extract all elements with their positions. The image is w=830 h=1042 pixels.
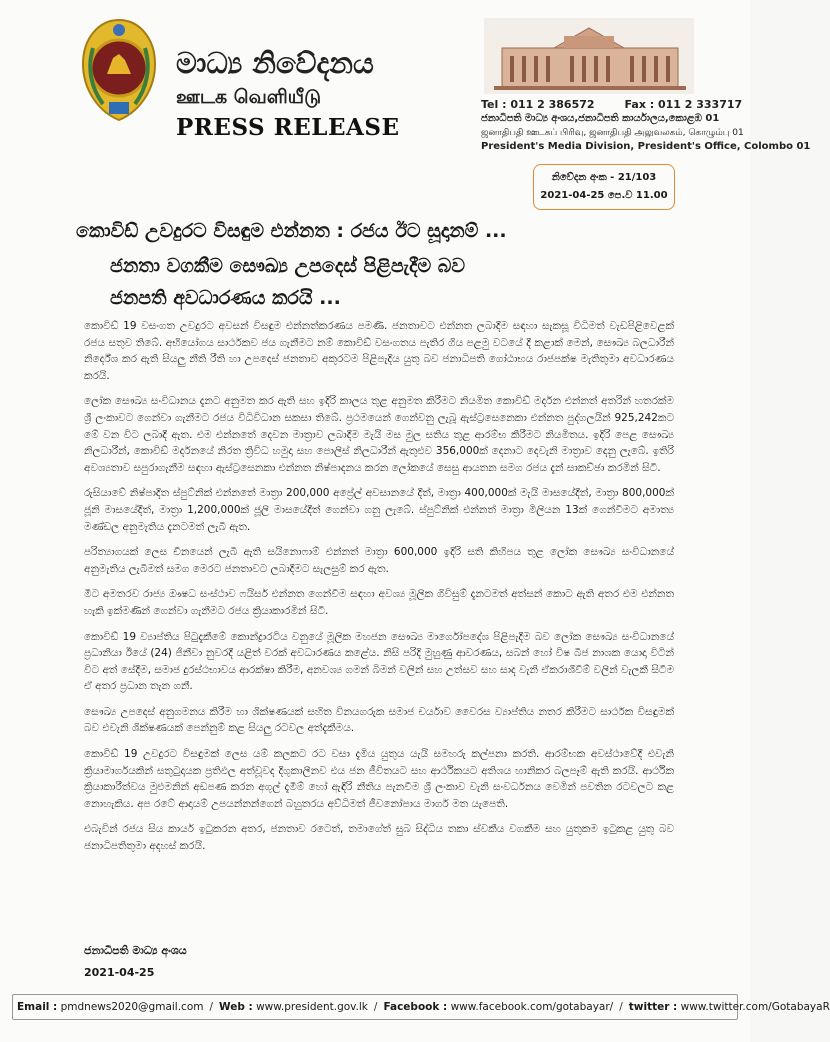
release-datetime: 2021-04-25 පෙ.ව 11.00	[540, 190, 668, 201]
body-paragraph: ලෝක සෞඛ්‍ය සංවිධානය දැනට අනුමත කර ඇති සහ ඉදිරි කාලය තුළ අනුමත කිරීමට නියමිත කොවිඩ් මර්දන එන්නත් අතරින් හතරක්ම ශ්‍රී ලංකාවට ගෙන්වා ගැනීමට රජය විධිවිධාන සකසා තිබේ. ප්‍රථමයෙන් ගෙන්වනු ලැබූ ඇස්ට්‍රසෙනෙකා එන්නත පුද්ගලයින් 925,242කට මේ වන විට ලබාදී ඇත. එම එන්නතේ දෙවන මාත්‍රාව ලබාදීම මැයි මස මුල සතිය තුළ ආරම්භ කිරීමට නියමිතය. ඉදිරි පෙළ සෞඛ්‍ය නිලධාරීන්, කොවිඩ් මර්දනයේ නිරත ත්‍රිවිධ හමුදා සහ පොලිස් නිලධාරීන් ඇතුළුව 356,000ක් දෙනාට දෙවැනි මාත්‍රාව දෙනු ලැබේ. ඉතිරි අවශ්‍යතාව සපුරාගැනීම සඳහා ඇස්ට්‍රසෙනකා එන්නත නිෂ්පාදනය කරන ලෝකයේ සෙසු ආයතන සමග රජය දැන් සාකච්ඡා කරමින් සිටී.	[84, 395, 674, 474]
signature-block	[84, 940, 187, 984]
press-release-body	[84, 318, 674, 864]
press-release-title-english: PRESS RELEASE	[176, 114, 400, 141]
body-paragraph: පරිත්‍යාගයක් ලෙස චීනයෙන් ලැබී ඇති සයිනොෆාම් එන්නත් මාත්‍රා 600,000 ඉදිරි සති කිහිපය තුළ ලෝක සෞඛ්‍ය සංවිධානයේ අනුමැතිය ලැබීමත් සමග මෙරට ජනතාවට ලබාදීමට සැලසුම් කර ඇත.	[84, 546, 674, 575]
footer-web	[219, 1001, 368, 1013]
division-sinhala: ජනාධිපති මාධ්‍ය අංශය,ජනාධිපති කාර්යාලය,කොළඹ 01	[481, 113, 720, 124]
headline-line-1: කොවිඩ් උවදුරට විසඳුම එන්නත : රජය ඊට සූදානම් ...	[76, 220, 507, 242]
press-release-title-sinhala: මාධ්‍ය නිවේදනය	[176, 46, 374, 80]
footer-separator: /	[209, 1001, 214, 1013]
footer-facebook	[383, 1001, 613, 1013]
contact-footer	[12, 994, 830, 1020]
web-link[interactable]: www.president.gov.lk	[256, 1001, 368, 1013]
body-paragraph: සෞඛ්‍ය උපදෙස් අනුගමනය කිරීම හා ශික්ෂණයක් සහිත විනයගරුක සමාජ චර්යාව වෛරස ව්‍යාප්තිය නතර කිරීමට සාර්ථක විසඳුමක් බව එවැනි ශික්ෂණයක් පෙන්නුම් කළ සියලු රටවල අත්දැකීමය.	[84, 705, 674, 735]
email-link[interactable]: pmdnews2020@gmail.com	[60, 1001, 204, 1013]
body-paragraph: රුසියාවේ නිෂ්පාදිත ස්පුට්නික් එන්නතේ මාත්‍රා 200,000 අප්‍රේල් අවසානයේ දීත්, මාත්‍රා 400,000ක් මැයි මාසයේදීත්, මාත්‍රා 800,000ක් ජූනි මාසයේදීත්, මාත්‍රා 1,200,000ක් ජූලි මාසයේදීත් ගෙන්වා ගනු ලැබේ. ස්පුට්නික් එන්නත් මාත්‍රා මිලියන 13ක් ගෙන්වීමට අමාත්‍ය මණ්ඩල අනුමැතිය දැනටමත් ලැබී ඇත.	[84, 487, 674, 533]
headline-line-2: ජනතා වගකීම සෞඛ්‍ය උපදෙස් පිළිපැදීම බව	[110, 255, 466, 277]
twitter-link[interactable]: www.twitter.com/GotabayaR	[680, 1001, 830, 1013]
web-label: Web :	[219, 1001, 253, 1013]
body-paragraph: මීට අමතරව රාජ්‍ය ඖෂධ සංස්ථාව ෆයිසර් එන්නත ගෙන්වීම සඳහා අවශ්‍ය මූලික ගිවිසුම් දැනටමත් අත්සන් කොට ඇති අතර එම එන්නත හැකි ඉක්මණින් ගෙන්වා ගැනීමට රජය ක්‍රියාකාරමින් සිටී.	[84, 588, 674, 617]
body-paragraph: කොවිඩ් 19 වසංගත උවදුරට අවසන් විසඳුම එන්නත්කරණය පමණි. ජනතාවට එන්නත ලබාදීම සඳහා සැකසූ විධිමත් වැඩපිළිවෙළක් රජය සතුව තිබේ. අභියෝගය සාර්ථකව ජය ගැනීමට නම් කොවිඩ් වසංගතය පැතිර ගිය පළමු වටයේ දී කළාක් මෙන්, සෞඛ්‍ය බලධාරීන් නිර්දේශ කර ඇති සියලු නීති රීති හා උපදෙස් ජනතාව අකුරටම පිළිපැදිය යුතු බව ජනාධිපති ගෝඨාභය රාජපක්ෂ මැතිතුමා අවධාරණය කරයි.	[84, 320, 674, 382]
presidential-secretariat-building-image	[484, 18, 694, 94]
email-label: Email :	[17, 1001, 58, 1013]
headline-line-3: ජනපති අවධාරණය කරයි ...	[110, 287, 341, 309]
body-paragraph: එබැවින් රජය සිය කාර්ය ඉටුකරන අතර, ජනතාව රටෙත්, තමාගේත් සුබ සිද්ධිය තකා ස්වකීය වගකීම සහ යුතුකම ඉටුකළ යුතු බව ජනාධිපතිතුමා අදහස් කරයි.	[84, 823, 674, 853]
fax-number: Fax : 011 2 333717	[624, 98, 743, 111]
signature-office: ජනාධිපති මාධ්‍ය අංශය	[84, 944, 187, 957]
body-paragraph: කොවිඩ් 19 උවදුරට විසඳුමක් ලෙස යම් කලකට රට වසා දැමිය යුතුය යැයි සමහරු කල්පනා කරති. ආරම්භක අවස්ථාවේදී එවැනි ක්‍රියාමාර්ගයකින් සතුටුදායක ප්‍රතිඵල අත්වූවද දිගුකාලීනව එය ජන ජීවිතයට සහ ආර්ථිකයට අතිශය හානිකර බලපෑම් ඇති කරයි. ආර්ථික ක්‍රියාකාරීත්වය මුළුමනින් අඩපණ කරන අගුල් දැමීම් හෝ ඇඳිරි නීතිය පැනවීම ශ්‍රී ලංකාව වැනි සංවර්ධනය වෙමින් පවතින රටවලට කළ නොහැකිය. අප රටේ ආදායම් උපයන්නන්ගෙන් බහුතරය අව්ධිමත් ජීවනෝපාය මාර්ග මත යැපෙති.	[84, 748, 674, 810]
release-number: නිවේදන අංක - 21/103	[551, 172, 657, 183]
footer-separator: /	[373, 1001, 378, 1013]
signature-date: 2021-04-25	[84, 966, 155, 979]
footer-separator: /	[619, 1001, 623, 1013]
contact-block	[481, 98, 810, 154]
twitter-label: twitter :	[628, 1001, 678, 1013]
facebook-link[interactable]: www.facebook.com/gotabayar/	[450, 1001, 614, 1013]
facebook-label: Facebook :	[383, 1001, 448, 1013]
reference-box	[533, 164, 675, 210]
telephone-number: Tel : 011 2 386572	[481, 98, 595, 111]
footer-twitter	[629, 1001, 830, 1013]
body-paragraph: කොවිඩ් 19 ව්‍යාප්තිය පිටුදැකීමේ කොන්ද්‍රාරටිය වනුයේ මූලික මහජන සෞඛ්‍ය මාර්ගෝපදේශ පිළිපැදීම බව ලෝක සෞඛ්‍ය සංවිධානයේ ප්‍රධානියා ඊයේ (24) ජිනීවා නුවරදී යළිත් වරක් අවධාරණය කළේය. නිසි පරිදි මුහුණු ආවරණය, සබන් හෝ විෂ බීජ නාශක යොදා විටින් විට අත් සේදීම, සමාජ දුරස්ථභාවය ආරක්ෂා කිරීම, අනවශ්‍ය ගමන් බිමන් වලින් සහ උත්සව සහ සාද වැනි ඒකරාශීවීම් වලින් වැලකී සිටීම ඒ අතර ප්‍රධාන තැන ගනී.	[84, 630, 674, 693]
division-english: President's Media Division, President's Office, Colombo 01	[481, 141, 811, 152]
contact-phone-fax	[481, 98, 810, 112]
division-tamil: ஜனாதிபதி ஊடகப் பிரிவு, ஜனாதிபதி அலுவலகம், கொழும்பு 01	[481, 128, 744, 138]
sri-lanka-emblem-icon	[73, 18, 165, 126]
press-release-title-tamil: ஊடக வெளியீடு	[176, 86, 322, 108]
footer-email	[17, 1001, 204, 1013]
